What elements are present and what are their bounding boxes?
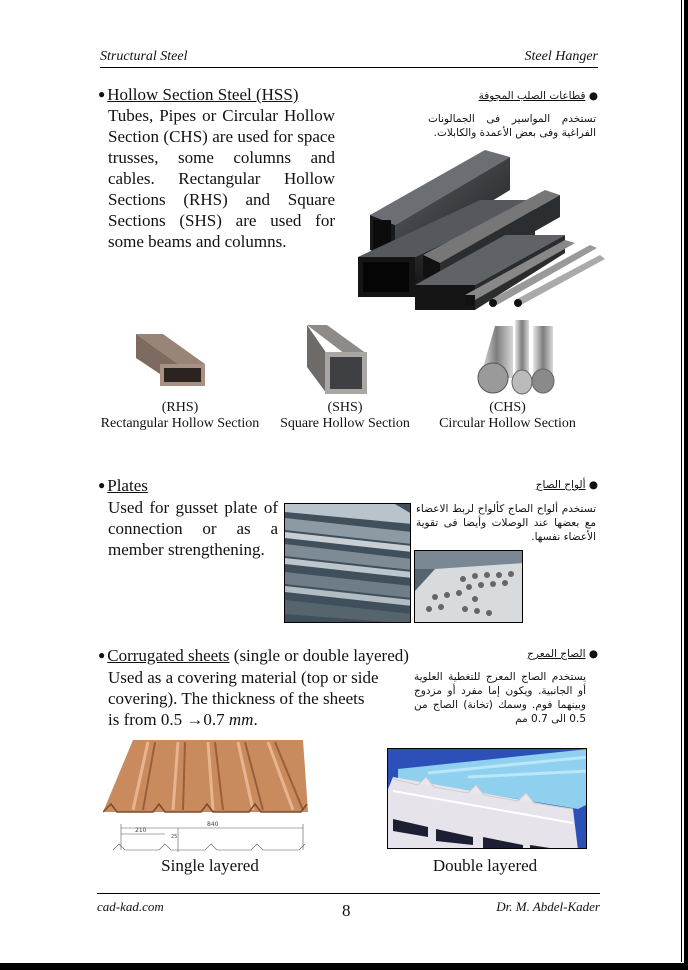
bullet-icon: ● [98,87,106,101]
hss-ar-title: قطاعات الصلب المجوفة [478,90,586,102]
dim-total: 840 [207,821,219,828]
double-layered-photo [387,748,587,849]
double-layered-caption: Double layered [432,856,538,875]
plates-ar-title: ألواح الصاج [535,479,586,491]
plates-stack-photo [284,503,411,623]
corrugated-body-end: . [253,710,258,729]
hss-title: Hollow Section Steel (HSS) [107,85,299,104]
gusset-plate-photo [414,550,523,623]
page-header [100,49,598,68]
shs-abbr: (SHS) [327,400,363,415]
chs-name: Circular Hollow Section [439,416,576,431]
rhs-name: Rectangular Hollow Section [100,416,260,431]
dim-pitch: 210 [135,827,147,834]
hss-ar-body: تستخدم المواسير فى الجمالونات الفراغية وفى بعض الأعمدة والكابلات. [428,113,596,139]
corrugated-heading [98,646,409,666]
plates-body: Used for gusset plate of connection or as a member strengthening. [108,498,278,559]
plates-heading [98,476,148,496]
bullet-icon: ● [585,479,598,491]
header-left: Structural Steel [100,49,188,64]
plates-ar-body: تستخدم ألواح الصاج كألواح لربط الاعضاء مع بعضها عند الوصلات وأيضا فى تقوية الأعضاء نفسها. [416,503,596,543]
plates-title: Plates [107,476,148,495]
hss-ar-heading [479,90,598,102]
corrugated-ar-title: الصاج المعرج [527,648,586,660]
chs-abbr: (CHS) [489,400,526,415]
corrugated-body-unit: mm [228,710,254,729]
page-footer [97,893,600,924]
header-right: Steel Hanger [524,49,598,64]
hss-body: Tubes, Pipes or Circular Hollow Section (CHS) are used for space trusses, some columns and cables. Rectangular Hollow Sections (RHS) and Square Sections (SHS) are used for some beams and columns. [108,106,335,251]
shs-caption [275,400,415,432]
bullet-icon: ● [585,90,598,102]
rhs-photo [133,326,208,386]
single-layered-drawing [103,740,308,855]
single-layered-caption: Single layered [161,856,259,875]
bullet-icon: ● [98,478,106,492]
corrugated-body [108,667,380,730]
corrugated-title: Corrugated sheets [107,646,230,665]
chs-caption [435,400,580,432]
shs-photo [305,322,370,397]
corrugated-body-text: Used as a covering material (top or side covering). The thickness of the sheets is from 0.5 →0.7 [108,668,379,729]
bullet-icon: ● [585,648,598,660]
hss-photo [355,145,605,315]
rhs-abbr: (RHS) [161,400,199,415]
rhs-caption [100,400,260,432]
bullet-icon: ● [98,648,106,662]
footer-website: cad-kad.com [97,899,164,914]
chs-photo [475,318,565,396]
footer-author: Dr. M. Abdel-Kader [496,899,600,914]
page-number: 8 [342,901,351,920]
plates-ar-heading [536,479,598,491]
page-shadow-right [684,0,688,970]
corrugated-ar-body: يستخدم الصاج المعرج للتغطية العلوية أو الجانبية. ويكون إما مفرد أو مزدوج وبينهما فوم. وسمك (تخانة) الصاج من 0.5 الى 0.7 مم [414,671,586,725]
hss-heading [98,85,299,105]
corrugated-ar-heading [527,648,598,660]
page-shadow-bottom [0,963,688,970]
dim-height: 25 [171,834,178,840]
shs-name: Square Hollow Section [280,416,410,431]
corrugated-title-suffix: (single or double layered) [229,646,409,665]
